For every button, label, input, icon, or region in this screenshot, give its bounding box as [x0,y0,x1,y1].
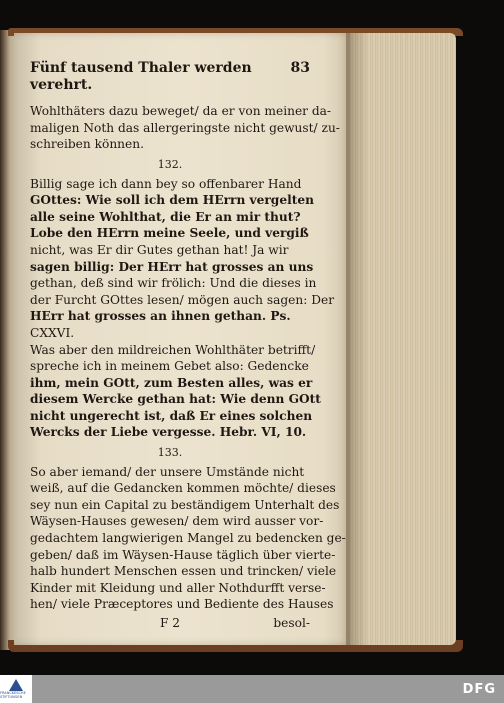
text-line: GOttes: Wie soll ich dem HErrn vergelten [30,193,314,208]
signature-mark: F 2 [159,616,181,630]
signature-line [30,615,310,632]
gutter-shadow [346,33,368,645]
text-line: So aber iemand/ der unsere Umstände nicht [30,464,305,479]
text-line: Billig sage ich dann bey so offenbarer Hand [30,176,302,191]
page-header [30,60,310,93]
text-line: Lobe den HErrn meine Seele, und vergiß [30,226,309,241]
logo-icon [9,679,23,691]
text-line: Wercks der Liebe vergesse. Hebr. VI, 10. [30,425,307,440]
running-head: Fünf tausend Thaler werden verehrt. [30,60,252,93]
text-line: Wäysen-Hauses gewesen/ dem wird ausser vor- [30,514,324,529]
logo-text: FRANCKESCHE STIFTUNGEN [0,691,26,699]
text-line: gedachtem langwierigen Mangel zu bedencken ge- [30,531,346,546]
page-text [30,60,346,632]
text-line: hen/ viele Præceptores und Bediente des Hauses [30,597,334,612]
text-line: alle seine Wohlthat, die Er an mir thut? [30,209,301,224]
text-line: sey nun ein Capital zu beständigem Unterhalt des [30,497,340,512]
text-line: weiß, auf die Gedancken kommen möchte/ dieses [30,481,336,496]
text-line: geben/ daß im Wäysen-Hause täglich über vierte- [30,547,336,562]
viewer-footer [0,675,504,703]
text-line: halb hundert Menschen essen und trincken/ viele [30,564,337,579]
catchword: besol- [273,616,310,630]
institution-logo[interactable] [0,675,32,703]
text-line: sagen billig: Der HErr hat grosses an uns [30,259,314,274]
section-number: 132. [157,157,183,171]
text-line: nicht ungerecht ist, daß Er eines solchen [30,408,313,423]
text-line: HErr hat grosses an ihnen gethan. Ps. [30,309,291,324]
dfg-logo[interactable]: DFG [462,681,496,697]
text-line: schreiben können. [30,137,144,152]
text-line: nicht, was Er dir Gutes gethan hat! Ja wir [30,242,289,257]
text-line: diesem Wercke gethan hat: Wie denn GOtt [30,392,321,407]
text-line: maligen Noth das allergeringste nicht gewust/ zu- [30,120,340,135]
text-line: Kinder mit Kleidung und aller Nothdurfft verse- [30,580,326,595]
text-line: Was aber den mildreichen Wohlthäter betrifft/ [30,342,316,357]
text-line: gethan, deß sind wir frölich: Und die dieses in [30,276,317,291]
text-line: spreche ich in meinem Gebet also: Gedencke [30,359,309,374]
section-number: 133. [157,446,183,460]
text-line: der Furcht GOttes lesen/ mögen auch sagen: Der [30,292,335,307]
text-line: Wohlthäters dazu beweget/ da er von meiner da- [30,104,332,119]
text-line: CXXVI. [30,325,75,340]
page-number: 83 [290,60,310,76]
text-line: ihm, mein GOtt, zum Besten alles, was er [30,375,313,390]
